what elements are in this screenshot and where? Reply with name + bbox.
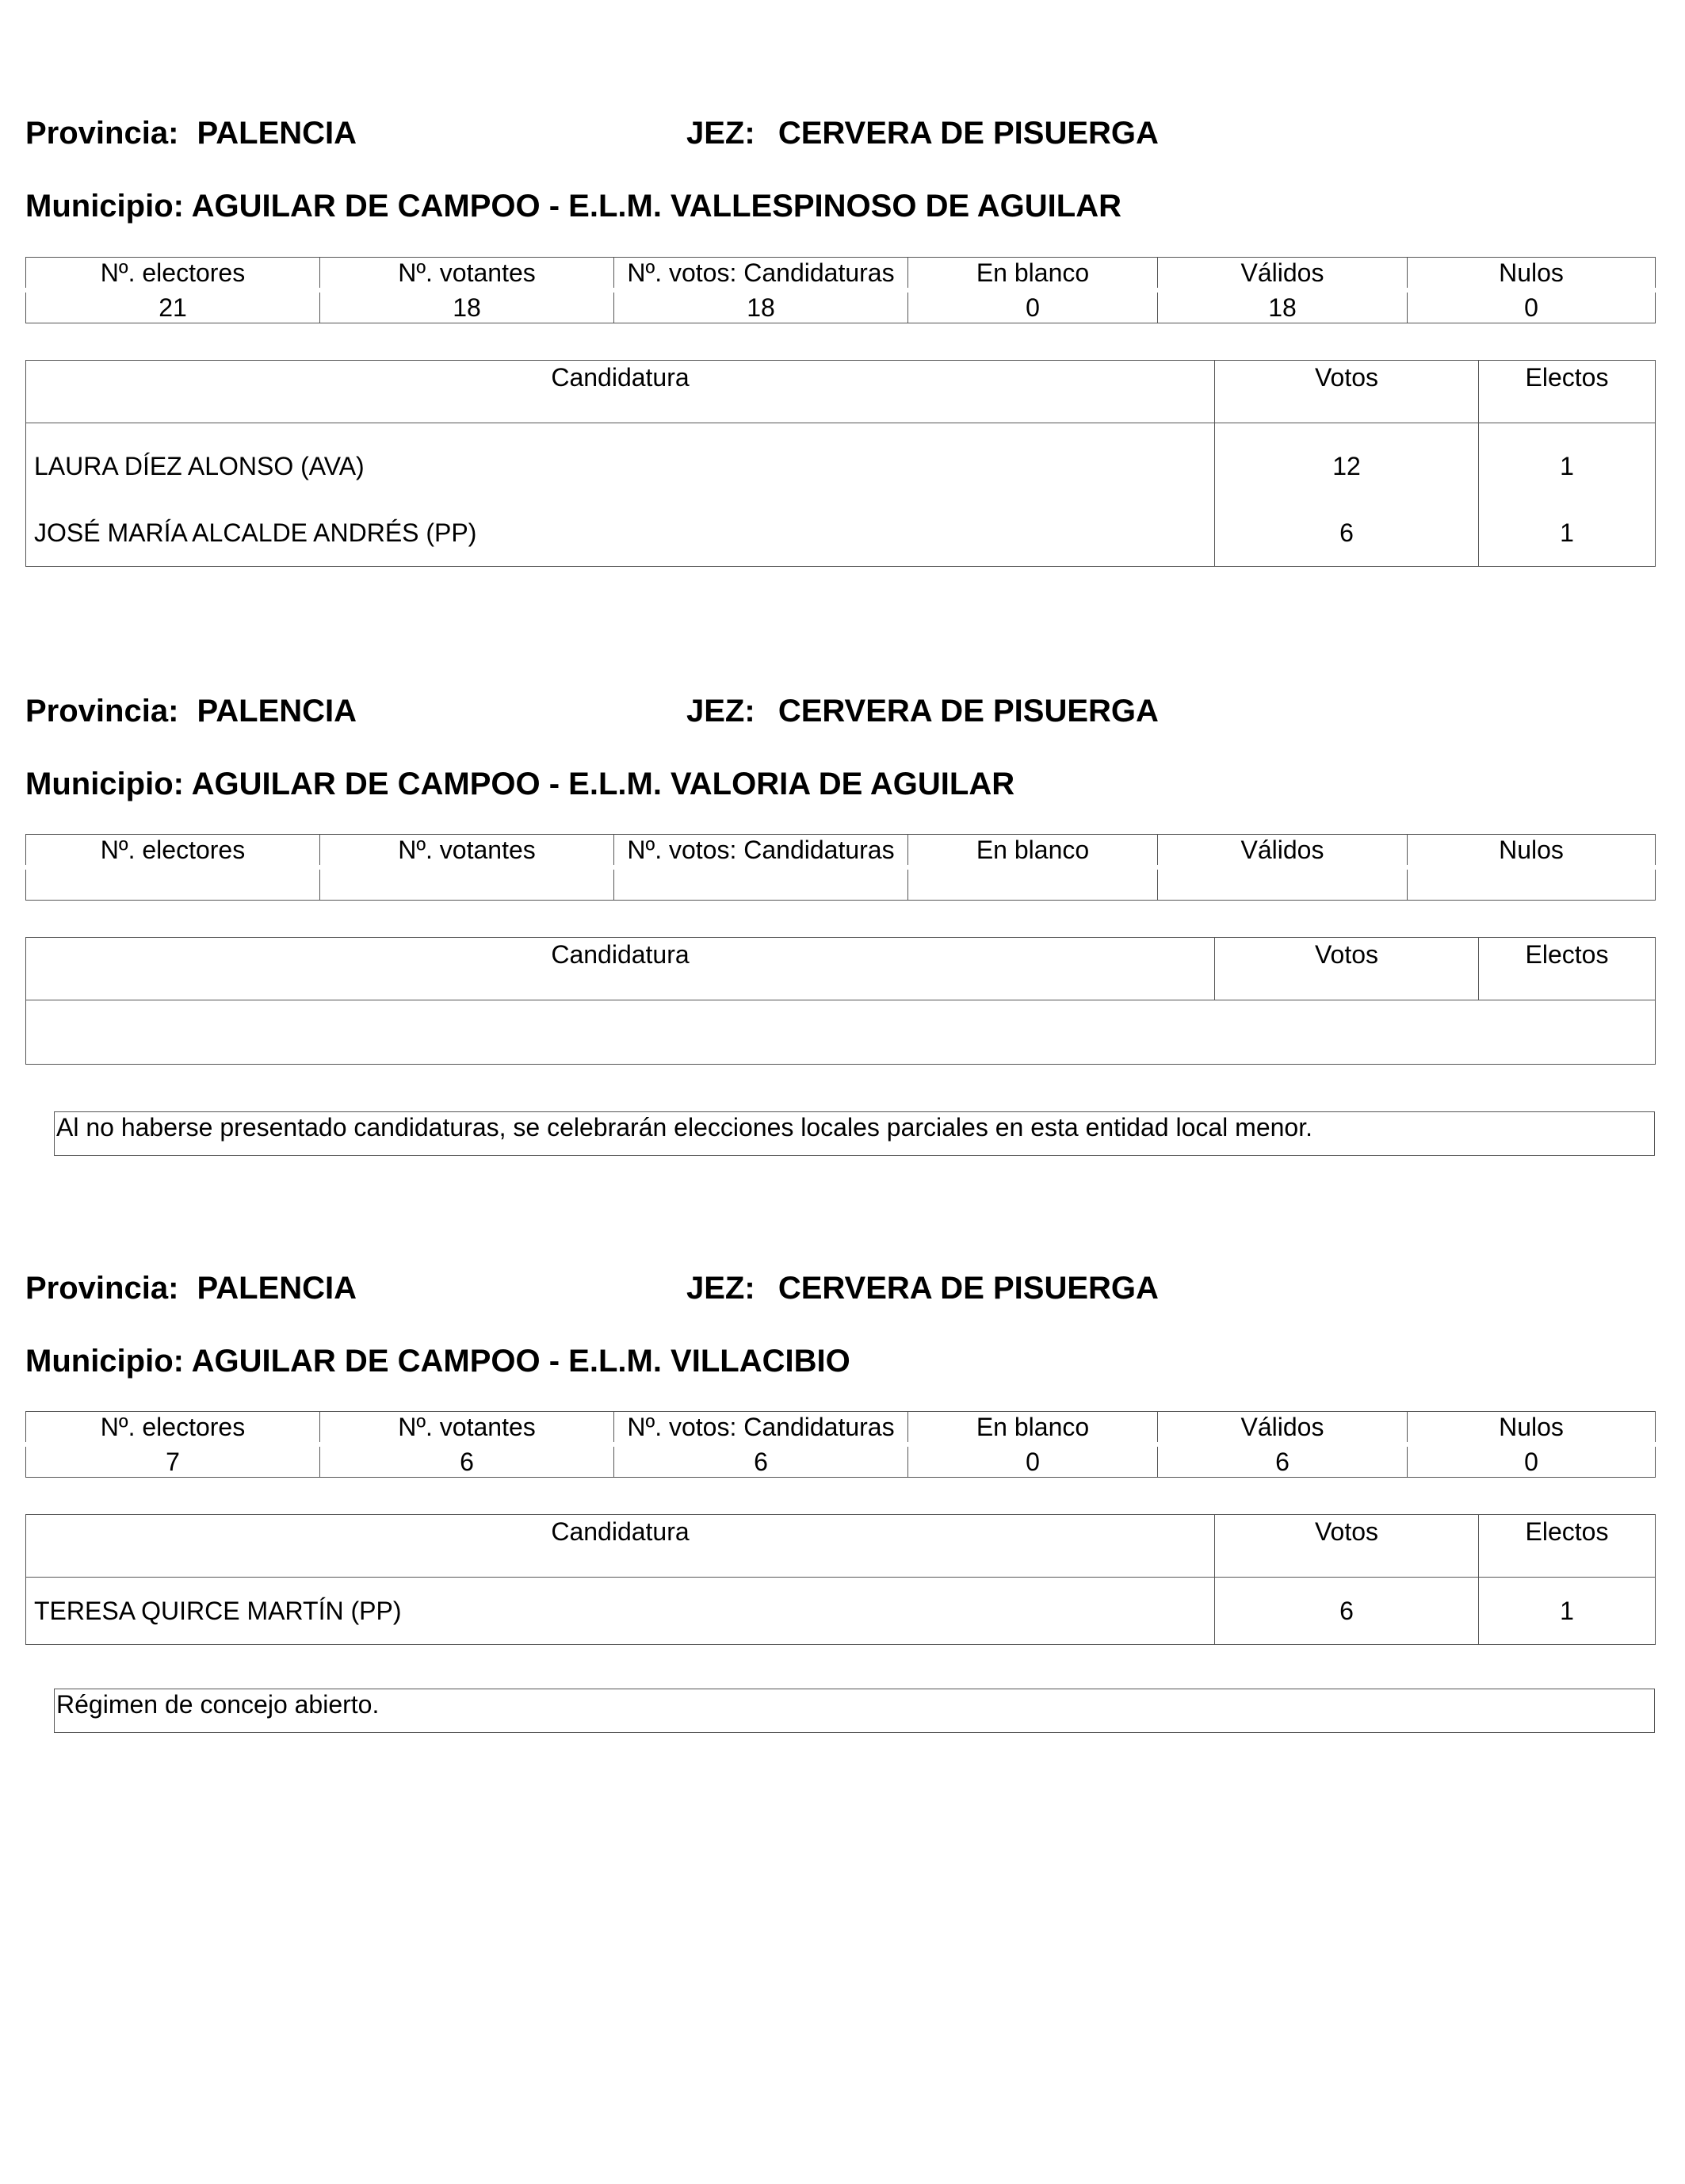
- stats-table: [25, 1411, 1656, 1478]
- stats-header: Nº. electores: [26, 1412, 320, 1445]
- stats-header: En blanco: [908, 835, 1158, 868]
- jez-value: CERVERA DE PISUERGA: [778, 116, 1159, 151]
- stats-header: Nº. votantes: [320, 1412, 614, 1445]
- cand-body-row: [26, 423, 1656, 567]
- jez-line: [686, 114, 1159, 152]
- cand-header: Electos: [1479, 1515, 1656, 1578]
- stats-value: [26, 867, 320, 901]
- candidates-table: [25, 937, 1656, 1065]
- municipio-label: Municipio:: [25, 1344, 184, 1379]
- jez-label: JEZ:: [686, 694, 755, 729]
- stats-value: [908, 867, 1158, 901]
- candidate-electos: 1: [1560, 1597, 1574, 1625]
- stats-value: 7: [26, 1444, 320, 1478]
- municipio-label: Municipio:: [25, 189, 184, 224]
- stats-value: 0: [908, 290, 1158, 323]
- jez-value: CERVERA DE PISUERGA: [778, 1271, 1159, 1306]
- stats-header: Nº. votos: Candidaturas: [614, 1412, 908, 1445]
- stats-header: Nº. votos: Candidaturas: [614, 835, 908, 868]
- cand-header-row: [26, 1515, 1656, 1578]
- cand-header: Candidatura: [26, 938, 1215, 1000]
- cand-body-row: [26, 1578, 1656, 1645]
- stats-value: 0: [1408, 1444, 1656, 1478]
- jez-line: [686, 692, 1159, 730]
- municipio-label: Municipio:: [25, 767, 184, 801]
- stats-value: [320, 867, 614, 901]
- provincia-label: Provincia:: [25, 694, 179, 729]
- stats-value: [614, 867, 908, 901]
- stats-header: Nulos: [1408, 835, 1656, 868]
- municipio-line: [25, 1342, 850, 1380]
- provincia-line: [25, 1269, 357, 1307]
- cand-header: Electos: [1479, 938, 1656, 1000]
- provincia-label: Provincia:: [25, 116, 179, 151]
- candidate-name: LAURA DÍEZ ALONSO (AVA): [34, 452, 365, 480]
- municipio-value: AGUILAR DE CAMPOO - E.L.M. VALLESPINOSO DE AGUILAR: [191, 189, 1121, 224]
- cand-header-row: [26, 361, 1656, 423]
- stats-table: [25, 834, 1656, 901]
- stats-value: 6: [614, 1444, 908, 1478]
- candidate-votos: 6: [1339, 1597, 1354, 1625]
- stats-value-row: [26, 867, 1656, 901]
- stats-value: 21: [26, 290, 320, 323]
- stats-header: Nº. votos: Candidaturas: [614, 258, 908, 291]
- candidate-votos: 12: [1332, 452, 1361, 480]
- note-box: Al no haberse presentado candidaturas, se celebrarán elecciones locales parciales en esta entidad local menor.: [54, 1111, 1655, 1156]
- municipio-line: [25, 765, 1014, 803]
- cand-header: Votos: [1215, 361, 1479, 423]
- stats-header: Nulos: [1408, 1412, 1656, 1445]
- cand-empty-row: [26, 1000, 1656, 1065]
- stats-value: 18: [1158, 290, 1408, 323]
- jez-value: CERVERA DE PISUERGA: [778, 694, 1159, 729]
- stats-header: Válidos: [1158, 835, 1408, 868]
- provincia-value: PALENCIA: [197, 694, 357, 729]
- stats-value-row: [26, 1444, 1656, 1478]
- stats-header-row: [26, 835, 1656, 868]
- stats-value: 18: [614, 290, 908, 323]
- provincia-label: Provincia:: [25, 1271, 179, 1306]
- stats-value: [1408, 867, 1656, 901]
- cand-header: Electos: [1479, 361, 1656, 423]
- provincia-value: PALENCIA: [197, 1271, 357, 1306]
- candidate-votos: 6: [1339, 518, 1354, 547]
- candidate-electos: 1: [1560, 518, 1574, 547]
- stats-header: Nº. votantes: [320, 258, 614, 291]
- provincia-line: [25, 692, 357, 730]
- stats-header: Nulos: [1408, 258, 1656, 291]
- stats-value-row: [26, 290, 1656, 323]
- provincia-line: [25, 114, 357, 152]
- candidate-name: TERESA QUIRCE MARTÍN (PP): [34, 1597, 402, 1625]
- stats-table: [25, 257, 1656, 323]
- stats-header: En blanco: [908, 1412, 1158, 1445]
- cand-header: Candidatura: [26, 361, 1215, 423]
- municipio-value: AGUILAR DE CAMPOO - E.L.M. VALORIA DE AGUILAR: [191, 767, 1015, 801]
- municipio-line: [25, 187, 1121, 225]
- stats-header: Nº. votantes: [320, 835, 614, 868]
- jez-line: [686, 1269, 1159, 1307]
- stats-value: [1158, 867, 1408, 901]
- stats-value: 6: [1158, 1444, 1408, 1478]
- jez-label: JEZ:: [686, 1271, 755, 1306]
- stats-value: 0: [1408, 290, 1656, 323]
- stats-value: 0: [908, 1444, 1158, 1478]
- stats-value: 6: [320, 1444, 614, 1478]
- stats-header: Válidos: [1158, 258, 1408, 291]
- candidate-name: JOSÉ MARÍA ALCALDE ANDRÉS (PP): [34, 518, 477, 547]
- stats-header: Válidos: [1158, 1412, 1408, 1445]
- municipio-value: AGUILAR DE CAMPOO - E.L.M. VILLACIBIO: [191, 1344, 850, 1379]
- jez-label: JEZ:: [686, 116, 755, 151]
- stats-header-row: [26, 1412, 1656, 1445]
- cand-header-row: [26, 938, 1656, 1000]
- candidates-table: [25, 360, 1656, 567]
- stats-header: Nº. electores: [26, 835, 320, 868]
- stats-header: En blanco: [908, 258, 1158, 291]
- cand-header: Votos: [1215, 938, 1479, 1000]
- stats-header-row: [26, 258, 1656, 291]
- provincia-value: PALENCIA: [197, 116, 357, 151]
- cand-header: Votos: [1215, 1515, 1479, 1578]
- candidate-electos: 1: [1560, 452, 1574, 480]
- stats-value: 18: [320, 290, 614, 323]
- note-box: Régimen de concejo abierto.: [54, 1689, 1655, 1733]
- cand-header: Candidatura: [26, 1515, 1215, 1578]
- stats-header: Nº. electores: [26, 258, 320, 291]
- candidates-table: [25, 1514, 1656, 1645]
